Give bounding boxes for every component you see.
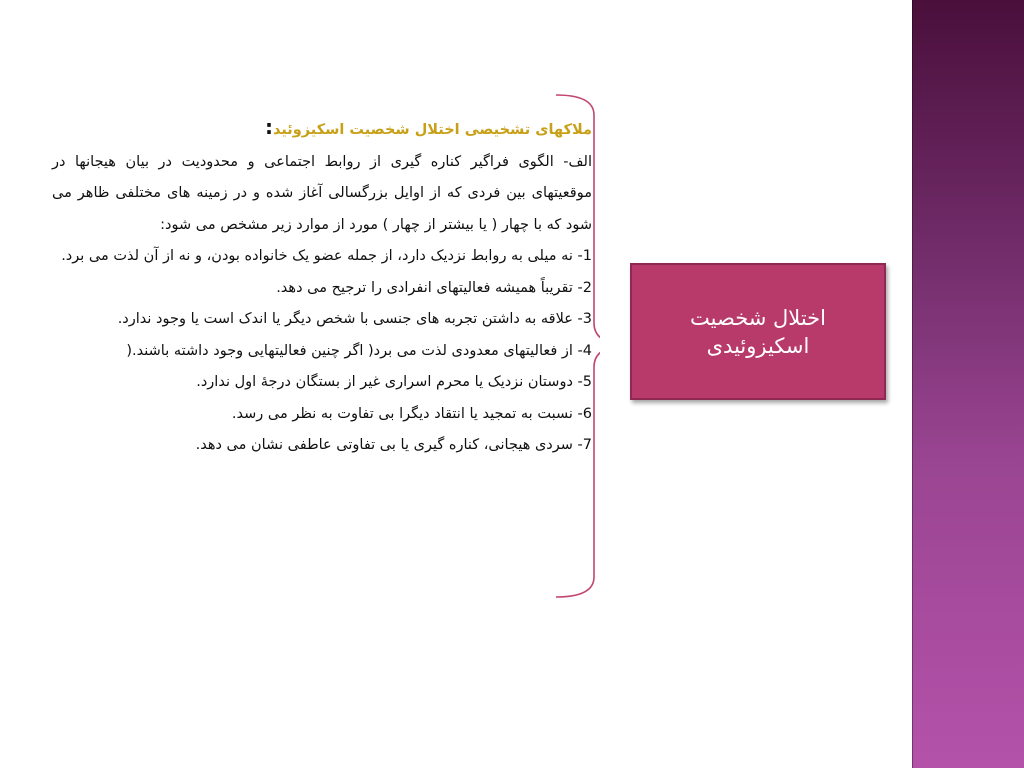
criterion-item-6: 6- نسبت به تمجید یا انتقاد دیگرا بی تفاوت به نظر می رسد. (231, 405, 592, 422)
criteria-intro: الف- الگوی فراگیر کناره گیری از روابط اجتماعی و محدودیت در بیان هیجانها در موقعیتهای بین فردی که از اوایل بزرگسالی آغاز شده و در زمینه های مختلفی ظاهر می شود که با چهار ( یا بیشتر از چهار ) مورد از موارد زیر مشخص می شود: (52, 153, 592, 233)
criterion-item-3: 3- علاقه به داشتن تجربه های جنسی با شخص دیگر یا اندک است یا وجود ندارد. (117, 311, 592, 327)
criterion-item-2: 2- تقریباً همیشه فعالیتهای انفرادی را ترجیح می دهد. (276, 279, 592, 296)
topic-title-text: اختلال شخصیت اسکیزوئیدی (690, 305, 826, 358)
criteria-heading-text: ملاکهای تشخیصی اختلال شخصیت اسکیزوئید (273, 122, 592, 138)
criterion-item-5: 5- دوستان نزدیک یا محرم اسراری غیر از بستگان درجهٔ اول ندارد. (196, 374, 592, 390)
criteria-heading (52, 112, 592, 147)
criteria-text-block (52, 112, 592, 462)
criterion-item-4: 4- از فعالیتهای معدودی لذت می برد( اگر چنین فعالیتهایی وجود داشته باشند.( (126, 342, 592, 359)
criterion-item-7: 7- سردی هیجانی، کناره گیری یا بی تفاوتی عاطفی نشان می دهد. (195, 437, 592, 453)
criterion-item-1: 1- نه میلی به روابط نزدیک دارد، از جمله عضو یک خانواده بودن، و نه از آن لذت می برد. (61, 248, 592, 264)
topic-title-box (630, 263, 886, 400)
right-curly-brace (554, 93, 600, 599)
decorative-side-band (912, 0, 1024, 768)
criteria-heading-colon: : (265, 115, 273, 139)
